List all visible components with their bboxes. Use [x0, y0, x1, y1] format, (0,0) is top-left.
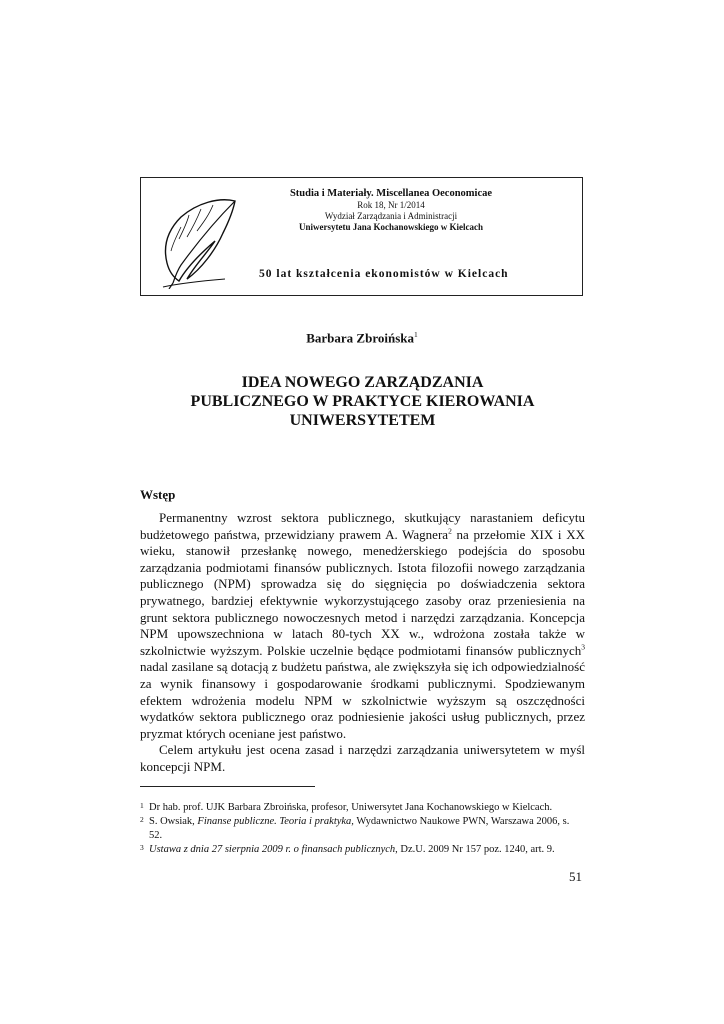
title-line: UNIWERSYTETEM — [289, 412, 436, 429]
footnote — [140, 801, 585, 815]
footnote-italic: Finanse publiczne. Teoria i praktyka, — [197, 816, 354, 827]
footnote-number: 3 — [140, 843, 144, 852]
author-footnote-ref: 1 — [414, 330, 418, 339]
journal-tagline: 50 lat kształcenia ekonomistów w Kielcach — [259, 268, 509, 280]
footnote-number: 2 — [140, 815, 144, 824]
paragraph-text: nadal zasilane są dotacją z budżetu państwa, ale zwiększyła się ich odpowiedzialność za wynik finansowy i gospodarowanie środkami publicznymi. Spodziewanym efektem wdrożenia modelu NPM w szkolnictwie wyższym są oszczędności wydatków sektora publicznego oraz podniesienie jakości usług publicznych, przez pryzmat których oceniane jest państwo. — [140, 659, 585, 741]
article-title — [140, 373, 585, 430]
paragraph-text: na przełomie XIX i XX wieku, stanowił przesłankę nowego, menedżerskiego podejścia do sposobu zarządzania podmiotami finansów publicznych. Istota filozofii nowego zarządzania publicznego (NPM) sprowadza się do sięgnięcia po doświadczenia sektora prywatnego, bardziej efektywnie wykorzystującego zasoby oraz przeniesienia na grunt sektora publicznego nowoczesnych metod i narzędzi zarządzania. Koncepcja NPM upowszechniona w latach 80-tych XX w., wdrożona została także w szkolnictwie wyższym. Polskie uczelnie będące podmiotami finansów publicznych — [140, 526, 585, 658]
footnote — [140, 843, 585, 857]
footnote — [140, 815, 585, 843]
journal-info — [241, 187, 541, 233]
journal-issue: Rok 18, Nr 1/2014 — [357, 200, 425, 210]
paragraph-text: Permanentny wzrost sektora publicznego, skutkujący narastaniem deficytu budżetowego państwa, przewidziany prawem A. Wagnera — [140, 510, 585, 542]
footnote-text: , Dz.U. 2009 Nr 157 poz. 1240, art. 9. — [395, 844, 555, 855]
author-line — [0, 330, 724, 346]
footnote-text: S. Owsiak, — [149, 816, 198, 827]
title-line: PUBLICZNEGO W PRAKTYCE KIEROWANIA — [190, 393, 535, 410]
author-name: Barbara Zbroińska — [306, 330, 414, 346]
footnotes — [140, 801, 585, 857]
footnote-divider — [140, 786, 315, 787]
footnote-text: Wydawnictwo Naukowe PWN, Warszawa 2006, s. 52. — [149, 816, 570, 841]
journal-university: Uniwersytetu Jana Kochanowskiego w Kielcach — [299, 222, 483, 232]
quill-icon — [157, 187, 237, 289]
footnote-text: Dr hab. prof. UJK Barbara Zbroińska, profesor, Uniwersytet Jana Kochanowskiego w Kielcach. — [149, 802, 553, 813]
paragraph — [140, 510, 585, 742]
page-number: 51 — [569, 869, 582, 884]
title-line: IDEA NOWEGO ZARZĄDZANIA — [241, 374, 484, 391]
journal-title: Studia i Materiały. Miscellanea Oeconomicae — [289, 188, 493, 199]
body-text — [140, 510, 585, 776]
footnote-number: 1 — [140, 801, 144, 810]
footnote-italic: Ustawa z dnia 27 sierpnia 2009 r. o finansach publicznych — [149, 844, 396, 855]
journal-header-box — [140, 177, 583, 296]
footnote-ref: 2 — [448, 526, 452, 536]
footnote-ref: 3 — [581, 642, 585, 652]
journal-faculty: Wydział Zarządzania i Administracji — [324, 211, 458, 221]
paragraph: Celem artykułu jest ocena zasad i narzędzi zarządzania uniwersytetem w myśl koncepcji NPM. — [140, 742, 585, 774]
section-heading: Wstęp — [140, 487, 176, 502]
